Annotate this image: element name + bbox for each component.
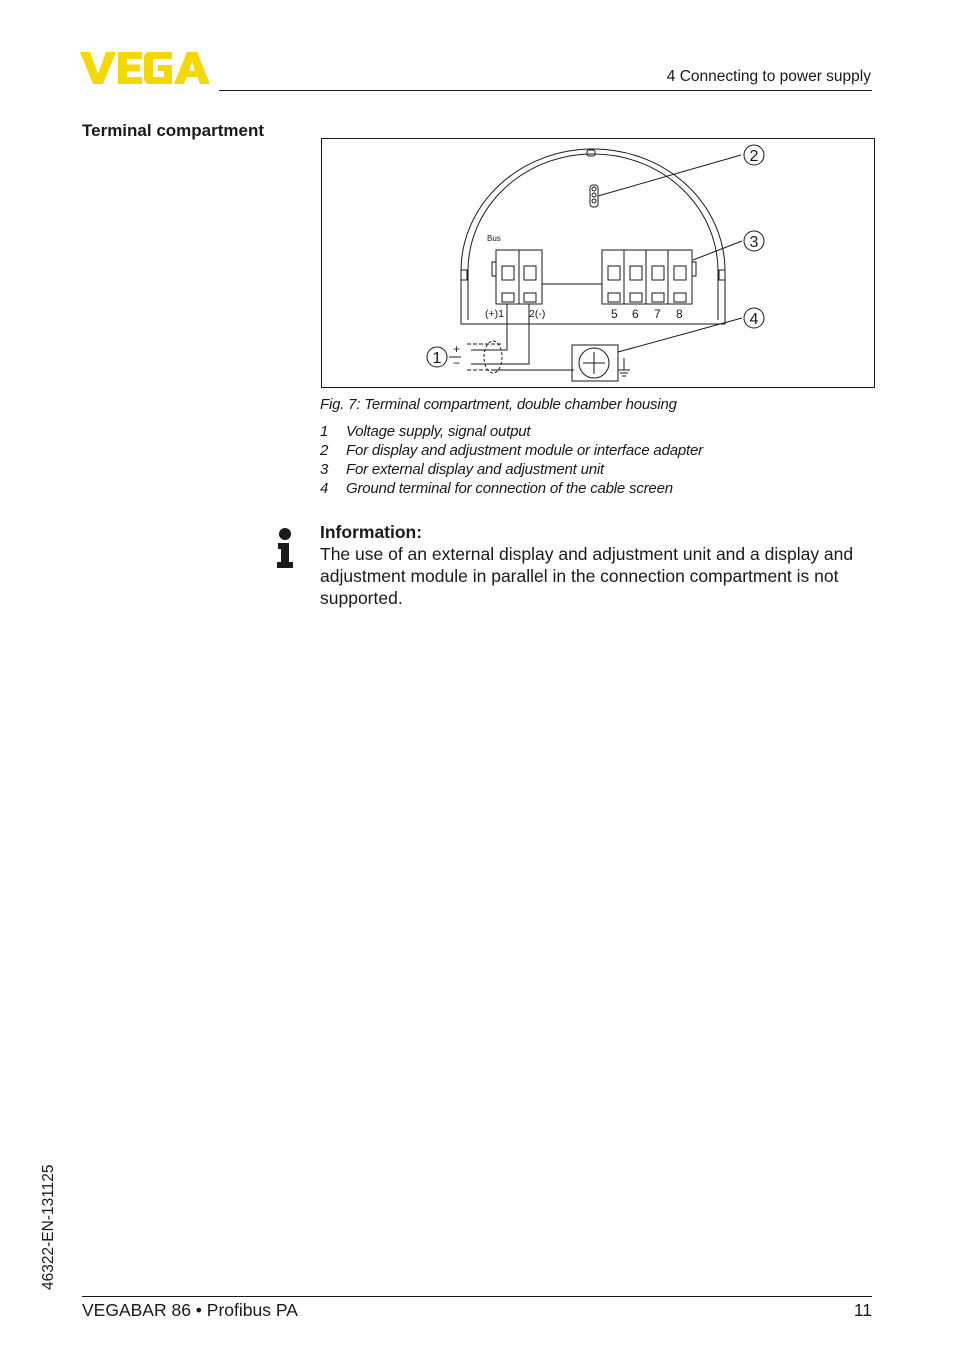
terminal-compartment-diagram [321,138,875,388]
vega-logo [80,52,212,84]
document-id: 46322-EN-131125 [40,1164,57,1290]
terminal-label-8: 8 [676,307,683,321]
bus-label: Bus [487,234,501,243]
callout-2: 2 [749,148,759,165]
terminal-label-2: 2(-) [529,308,546,320]
module-connector [590,185,598,207]
callout-3: 3 [749,234,759,251]
page-number: 11 [853,1300,872,1320]
legend-item: 2 For display and adjustment module or interface adapter [320,442,703,459]
header-rule [219,90,872,91]
legend-item: 4 Ground terminal for connection of the cable screen [320,480,673,497]
info-text: The use of an external display and adjustment unit and a display and adjustment module in parallel in the connection compartment is not supported. [320,544,854,608]
legend-item: 1 Voltage supply, signal output [320,423,531,440]
callout-1: 1 [432,350,442,367]
figure-legend [320,422,703,498]
housing-inner [468,154,718,320]
polarity-minus: − [453,356,461,370]
side-notch-right [719,270,725,280]
section-heading: Terminal compartment [82,121,265,140]
figure-frame [322,139,875,388]
terminal-label-6: 6 [632,307,639,321]
figure-caption: Fig. 7: Terminal compartment, double chamber housing [320,396,677,413]
footer-rule [82,1296,872,1297]
info-title: Information: [320,522,423,542]
side-notch-left [461,270,467,280]
header-section-title: 4 Connecting to power supply [666,68,871,85]
terminal-label-5: 5 [611,307,618,321]
terminal-label-7: 7 [654,307,661,321]
footer-product: VEGABAR 86 • Profibus PA [82,1300,298,1320]
info-icon [276,528,294,568]
callout-4: 4 [749,311,759,328]
polarity-plus: + [453,342,461,356]
terminal-label-1: (+)1 [485,308,504,320]
aux-terminal-block [602,250,692,304]
legend-item: 3 For external display and adjustment unit [320,461,604,478]
information-note [320,521,875,609]
top-notch [587,150,595,156]
